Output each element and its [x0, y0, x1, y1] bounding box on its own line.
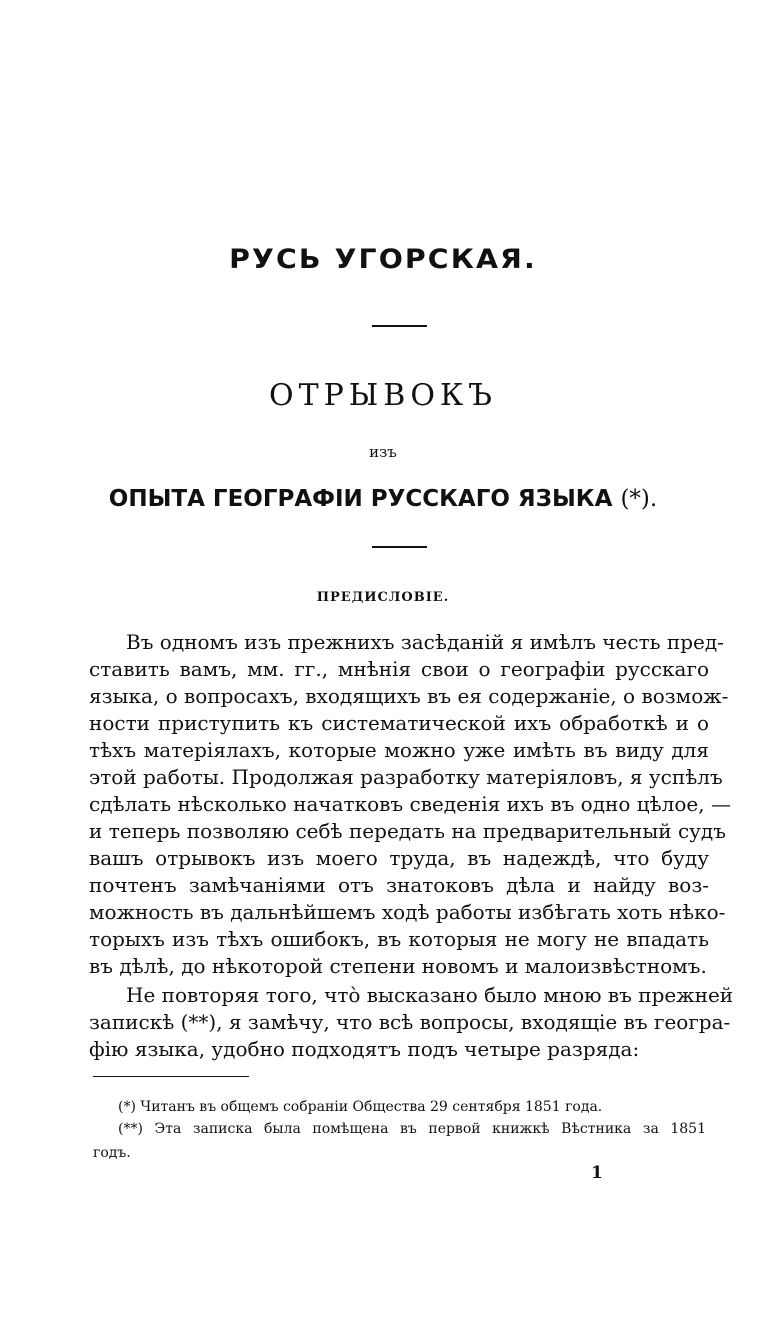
body-line: и теперь позволяю себѣ передать на предварительный судъ: [89, 819, 726, 843]
title-divider-top: [372, 325, 427, 327]
footnote-divider: [93, 1076, 249, 1077]
footnote-2-continuation: годъ.: [93, 1145, 131, 1161]
footnote-2: (**) Эта записка была помѣщена въ первой книжкѣ Вѣстника за 1851: [118, 1121, 706, 1137]
title-connector: изъ: [369, 443, 397, 461]
body-line: этой работы. Продолжая разработку матеріяловъ, я успѣлъ: [89, 765, 723, 789]
footnote-reference-1: (*).: [620, 486, 658, 512]
body-line: Въ одномъ изъ прежнихъ засѣданій я имѣлъ честь пред-: [126, 630, 724, 654]
title-divider-bottom: [372, 546, 427, 548]
article-subtitle: [0, 486, 766, 512]
body-line: можность въ дальнѣйшемъ ходѣ работы избѣгать хоть нѣко-: [89, 900, 726, 924]
page-number: 1: [591, 1163, 603, 1183]
body-line: въ дѣлѣ, до нѣкоторой степени новомъ и малоизвѣстномъ.: [89, 954, 707, 978]
subtitle-text: ОПЫТА ГЕОГРАФІИ РУССКАГО ЯЗЫКА: [108, 486, 613, 512]
article-title: ОТРЫВОКЪ: [269, 378, 497, 413]
body-line: почтенъ замѣчаніями отъ знатоковъ дѣла и найду воз-: [89, 873, 709, 897]
body-line: ставить вамъ, мм. гг., мнѣнія свои о географіи русскаго: [89, 657, 709, 681]
body-line: вашъ отрывокъ изъ моего труда, въ надеждѣ, что буду: [89, 846, 709, 870]
body-line: языка, о вопросахъ, входящихъ въ ея содержаніе, о возмож-: [89, 684, 729, 708]
body-line: запискѣ (**), я замѣчу, что всѣ вопросы, входящіе въ геогра-: [89, 1010, 731, 1034]
section-title: РУСЬ УГОРСКАЯ.: [229, 244, 537, 275]
body-line: ности приступить къ систематической ихъ обработкѣ и о: [89, 711, 709, 735]
body-line: торыхъ изъ тѣхъ ошибокъ, въ которыя не могу не впадать: [89, 927, 709, 951]
body-line: сдѣлать нѣсколько начатковъ сведенія ихъ въ одно цѣлое, —: [89, 792, 731, 816]
body-line: тѣхъ матеріялахъ, которые можно уже имѣть въ виду для: [89, 738, 709, 762]
preface-heading: ПРЕДИСЛОВІЕ.: [316, 590, 450, 605]
body-line: фію языка, удобно подходятъ подъ четыре разряда:: [89, 1037, 640, 1061]
footnote-1: (*) Читанъ въ общемъ собраніи Общества 29 сентября 1851 года.: [118, 1099, 603, 1115]
body-line: Не повторяя того, что̀ высказано было мною въ прежней: [126, 983, 734, 1007]
